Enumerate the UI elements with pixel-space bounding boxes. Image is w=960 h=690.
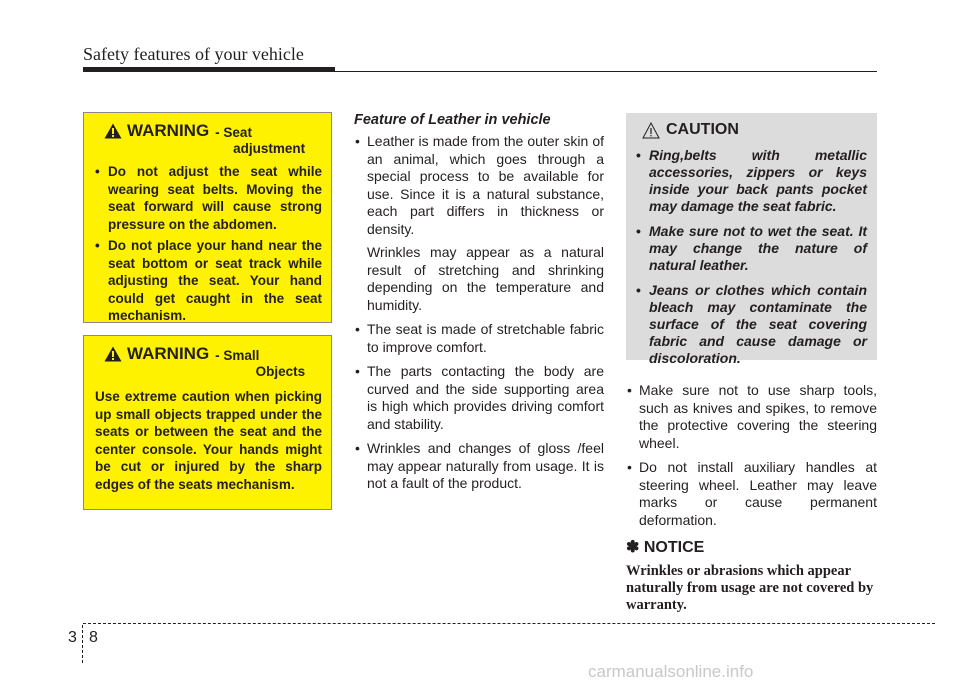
warning-title (104, 344, 322, 380)
warning-small-objects-box (83, 335, 332, 510)
warning-triangle-icon (104, 346, 122, 362)
list-item: • Do not place your hand near the seat bottom or seat track while adjusting the seat. Your hand could get caught in the seat mechanism. (95, 237, 322, 325)
caution-word: CAUTION (666, 121, 739, 138)
notice-text: Wrinkles or abrasions which appear naturally from usage are not covered by warranty. (626, 563, 874, 613)
list-item: • The parts contacting the body are curved and the side supporting area is high which provides driving comfort and stability. (354, 363, 604, 433)
steering-list (626, 382, 877, 529)
list-item: • Do not install auxiliary handles at steering wheel. Leather may leave marks or cause permanent deformation. (626, 459, 877, 529)
warning-list (95, 163, 322, 325)
leather-list (354, 133, 604, 493)
list-item: • Leather is made from the outer skin of an animal, which goes through a special process to be available for use. Since it is a natural substance, each part differs in thickness or density. Wrinkles may appear as a natural result of stretching and shrinking depending on the temperature and humidity. (354, 133, 604, 314)
list-item: • Ring,belts with metallic accessories, zippers or keys inside your back pants pocket may damage the seat fabric. (636, 147, 867, 215)
page-number-divider (82, 625, 83, 663)
section-number: 3 (68, 629, 77, 646)
page-number: 8 (89, 629, 98, 646)
caution-triangle-icon (642, 122, 660, 139)
warning-word: WARNING (127, 344, 210, 363)
caution-list (636, 147, 867, 367)
list-item: • Make sure not to wet the seat. It may change the nature of natural leather. (636, 223, 867, 274)
warning-subtitle: - Seat adjustment (215, 125, 306, 156)
steering-wheel-section (626, 382, 877, 536)
warning-title (104, 121, 322, 157)
caution-box (626, 113, 877, 366)
list-item: • The seat is made of stretchable fabric to improve comfort. (354, 321, 604, 356)
warning-word: WARNING (127, 121, 210, 140)
warning-text: Use extreme caution when picking up small objects trapped under the seats or between the seat and the center console. Your hands might be cut or injured by the sharp edges of the seats mechanism. (95, 389, 322, 492)
list-item: • Do not adjust the seat while wearing seat belts. Moving the seat forward will cause strong pressure on the abdomen. (95, 163, 322, 233)
list-item: • Make sure not to use sharp tools, such as knives and spikes, to remove the protective covering the steering wheel. (626, 382, 877, 452)
header-rule (83, 71, 877, 72)
page-header-title: Safety features of your vehicle (83, 44, 304, 64)
list-item: • Wrinkles and changes of gloss /feel may appear naturally from usage. It is not a fault of the product. (354, 440, 604, 493)
list-item: • Jeans or clothes which contain bleach may contaminate the surface of the seat covering fabric and cause damage or discoloration. (636, 282, 867, 367)
warning-triangle-icon (104, 123, 122, 139)
list-item-paragraph: Wrinkles may appear as a natural result of stretching and shrinking depending on the temperature and humidity. (367, 244, 604, 313)
leather-section (354, 111, 604, 500)
warning-seat-adjustment-box (83, 112, 332, 323)
notice-heading: ✽ NOTICE (626, 539, 705, 556)
section-heading: Feature of Leather in vehicle (354, 112, 551, 128)
caution-title (642, 121, 867, 139)
footer-rule (83, 623, 935, 624)
warning-subtitle: - Small Objects (215, 348, 306, 379)
watermark: carmanualsonline.info (588, 662, 754, 681)
